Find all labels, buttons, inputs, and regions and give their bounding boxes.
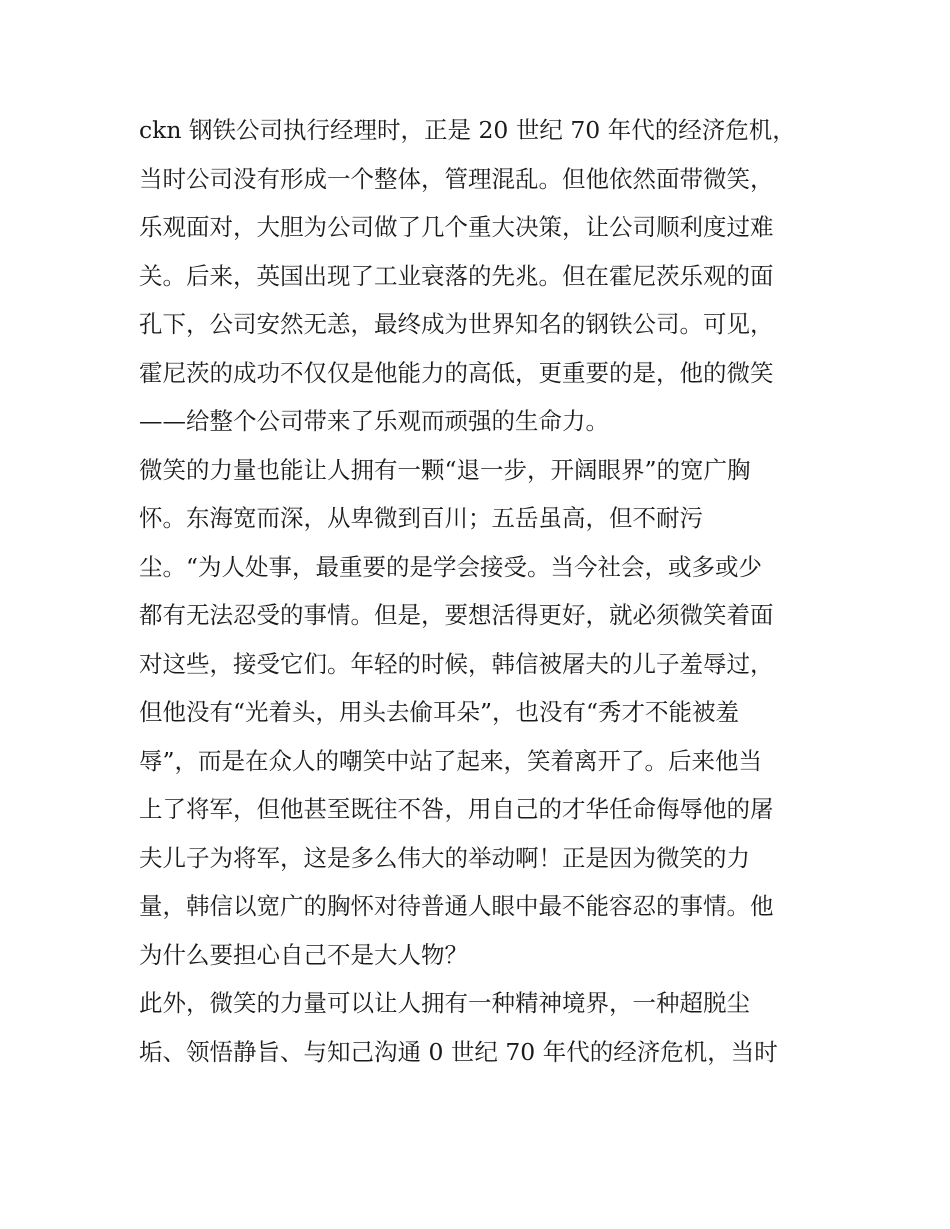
text-line: ——给整个公司带来了乐观而顽强的生命力。 [139,407,609,435]
text-line: 霍尼茨的成功不仅仅是他能力的高低，更重要的是，他的微笑 [139,358,774,387]
text-line: 对这些，接受它们。年轻的时候，韩信被屠夫的儿子羞辱过， [139,649,774,678]
text-line: 为什么要担心自己不是大人物？ [139,940,468,969]
text-line: 上了将军，但他甚至既往不咎，用自己的才华任命侮辱他的屠 [139,795,774,823]
text-line: 都有无法忍受的事情。但是，要想活得更好，就必须微笑着面 [139,601,774,629]
text-line: 乐观面对，大胆为公司做了几个重大决策，让公司顺利度过难 [139,213,774,241]
text-line: 夫儿子为将军，这是多么伟大的举动啊！正是因为微笑的力 [139,843,750,872]
text-line: 量，韩信以宽广的胸怀对待普通人眼中最不能容忍的事情。他 [139,892,774,920]
text-line: 但他没有“光着头，用头去偷耳朵”，也没有“秀才不能被羞 [139,698,740,726]
text-line: ckn 钢铁公司执行经理时，正是 20 世纪 70 年代的经济危机， [139,116,796,144]
text-line: 垢、领悟静旨、与知己沟通 0 世纪 70 年代的经济危机，当时 [139,1037,778,1066]
text-line: 孔下，公司安然无恙，最终成为世界知名的钢铁公司。可见， [139,310,774,338]
text-line: 当时公司没有形成一个整体，管理混乱。但他依然面带微笑， [139,164,774,193]
text-line: 关。后来，英国出现了工业衰落的先兆。但在霍尼茨乐观的面 [139,261,774,290]
text-line: 此外，微笑的力量可以让人拥有一种精神境界，一种超脱尘 [139,989,750,1017]
body-text [139,106,819,1076]
text-line: 辱”，而是在众人的嘲笑中站了起来，笑着离开了。后来他当 [139,746,763,775]
text-line: 尘。“为人处事，最重要的是学会接受。当今社会，或多或少 [139,552,763,581]
text-line: 怀。东海宽而深，从卑微到百川；五岳虽高，但不耐污 [139,504,703,532]
text-line: 微笑的力量也能让人拥有一颗“退一步，开阔眼界”的宽广胸 [139,455,751,484]
